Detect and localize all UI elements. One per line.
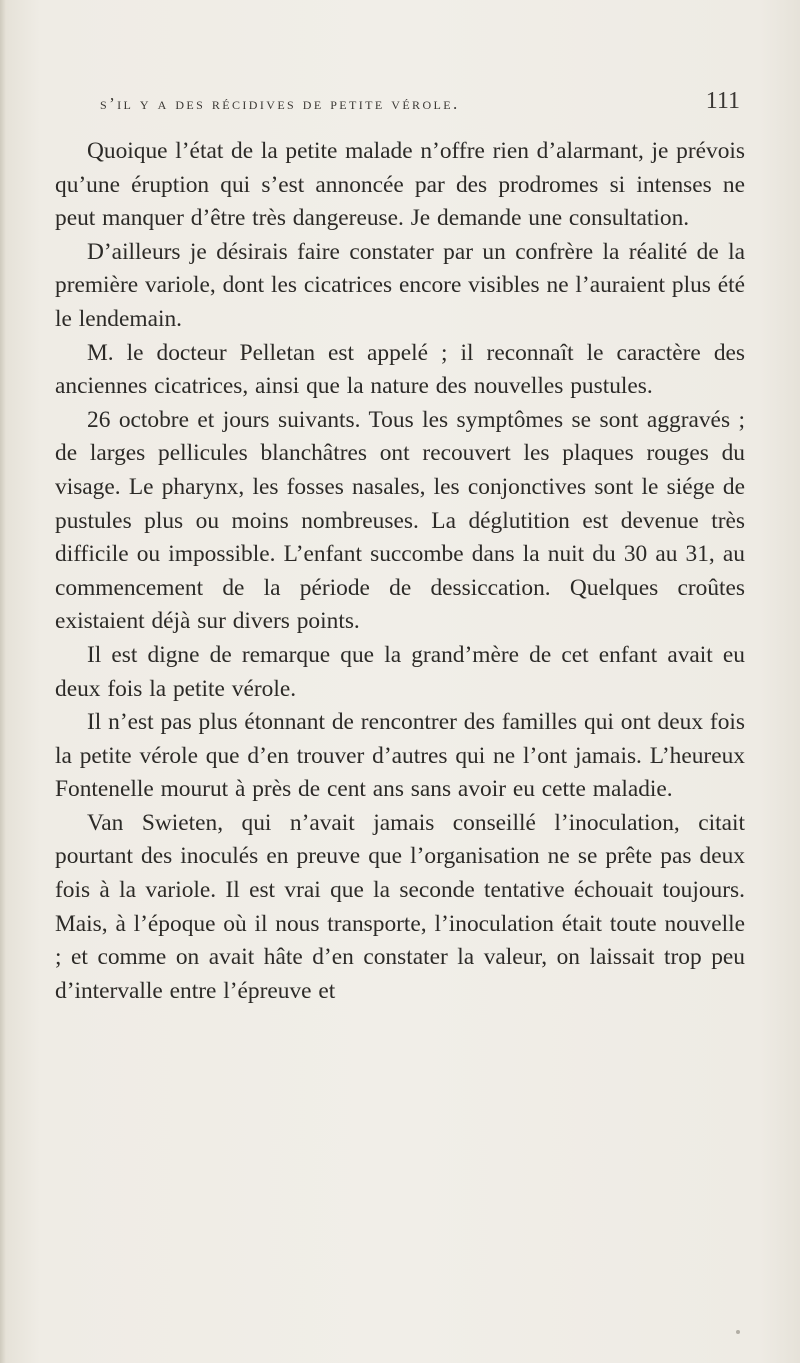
paragraph-2: D’ailleurs je désirais faire constater par un confrère la réalité de la première variole, dont les cicatrices encore visibles ne l’auraient plus été le lendemain. <box>55 238 745 332</box>
page-spine-shadow <box>0 0 6 1363</box>
running-head: s’il y a des récidives de petite vérole. <box>100 94 460 113</box>
paragraph-6: Il n’est pas plus étonnant de rencontrer des familles qui ont deux fois la petite vérole que d’en trouver d’autres qui ne l’ont jamais. L’heureux Fontenelle mourut à près de cent ans sans avoir eu cette maladie. <box>55 709 745 803</box>
paragraph-1: Quoique l’état de la petite malade n’offre rien d’alarmant, je prévois qu’une éruption qui s’est annoncée par des prodromes si intenses ne peut manquer d’être très dangereuse. Je demande une consultation. <box>55 138 745 232</box>
paragraph-7: Van Swieten, qui n’avait jamais conseillé l’inoculation, citait pourtant des inoculés en preuve que l’organisation ne se prête pas deux fois à la variole. Il est vrai que la seconde tentative échouait toujours. Mais, à l’époque où il nous transporte, l’inoculation était toute nouvelle ; et comme on avait hâte d’en constater la valeur, on laissait trop peu d’intervalle entre l’épreuve et <box>55 809 745 1004</box>
page-header <box>100 88 740 120</box>
page-number: 111 <box>705 88 740 114</box>
paragraph-3: M. le docteur Pelletan est appelé ; il reconnaît le caractère des anciennes cicatrices, ainsi que la nature des nouvelles pustules. <box>55 339 745 400</box>
body-text <box>55 135 745 1008</box>
paragraph-4: 26 octobre et jours suivants. Tous les symptômes se sont aggravés ; de larges pellicules blanchâtres ont recouvert les plaques rouges du visage. Le pharynx, les fosses nasales, les conjonctives sont le siége de pustules plus ou moins nombreuses. La déglutition est devenue très difficile ou impossible. L’enfant succombe dans la nuit du 30 au 31, au commencement de la période de dessiccation. Quelques croûtes existaient déjà sur divers points. <box>55 406 745 635</box>
ink-speck <box>736 1330 740 1334</box>
paragraph-5: Il est digne de remarque que la grand’mère de cet enfant avait eu deux fois la petite vérole. <box>55 641 745 702</box>
